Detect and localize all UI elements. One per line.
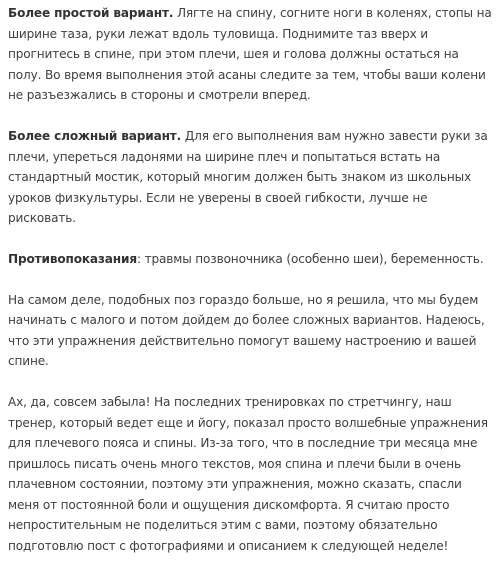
paragraph-text: Лягте на спину, согните ноги в коленях, стопы на ширине таза, руки лежат вдоль туловища. Поднимите таз вверх и прогнитесь в спине, при этом плечи, шея и голова должны остаться на полу. Во время выполнения этой асаны следите за тем, чтобы ваши колени не разъезжались в стороны и смотрели вперед. [8, 6, 492, 103]
paragraph-text: : травмы позвоночника (особенно шеи), беременность. [136, 251, 484, 266]
paragraph-stretching-note [8, 392, 494, 557]
paragraph-complex-variant [8, 126, 494, 229]
paragraph-text: Для его выполнения вам нужно завести руки за плечи, упереться ладонями на ширине плеч и попытаться встать на стандартный мостик, который многим должен быть знаком из школьных уроков физкультуры. Если не уверены в своей гибкости, лучше не рисковать. [8, 128, 488, 226]
paragraph-text: На самом деле, подобных поз гораздо больше, но я решила, что мы будем начинать с малого и потом дойдем до более сложных вариантов. Надеюсь, что эти упражнения действительно помогут вашему настроению и вашей спине. [8, 292, 485, 369]
paragraph-label: Более простой вариант. [8, 6, 174, 20]
paragraph-label: Противопоказания [8, 251, 137, 266]
paragraph-contraindications [8, 249, 494, 270]
article-body [8, 3, 494, 577]
paragraph-more-poses [8, 290, 494, 372]
paragraph-label: Более сложный вариант. [8, 128, 182, 143]
paragraph-simple-variant [8, 3, 494, 106]
paragraph-text: Ах, да, совсем забыла! На последних тренировках по стретчингу, наш тренер, который ведет еще и йогу, показал просто волшебные упражнения для плечевого пояса и спины. Из-за того, что в последние три месяца мне пришлось писать очень много текстов, моя спина и плечи были в очень плачевном состоянии, поэтому эти упражнения, можно сказать, спасли меня от постоянной боли и ощущения дискомфорта. Я считаю просто непростительным не поделиться этим с вами, поэтому обязательно подготовлю пост с фотографиями и описанием к следующей неделе! [8, 394, 488, 554]
